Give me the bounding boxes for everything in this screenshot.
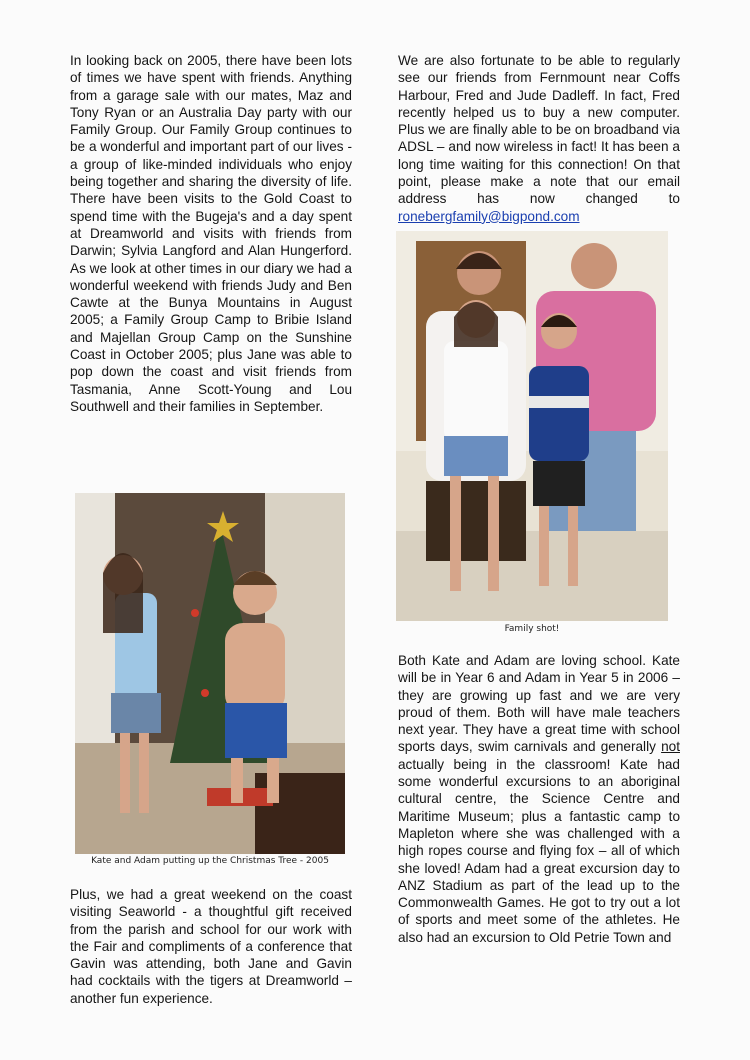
right-paragraph-1 [398, 52, 680, 225]
underlined-word: not [661, 739, 680, 755]
family-photo [396, 231, 668, 621]
family-photo-caption: Family shot! [504, 624, 560, 634]
left-paragraph-1: In looking back on 2005, there have been lots of times we have spent with friends. Anything from a garage sale with our mates, Maz and Tony Ryan or an Australia Day party with our Family Group. Our Family Group continues to be a wonderful and important part of our lives - a group of like-minded individuals who enjoy being together and sharing the diversity of life. There have been visits to the Gold Coast to spend time with the Bugeja's and a day spent at Dreamworld and visits with friends from Darwin; Sylvia Langford and Alan Hungerford. As we look at other times in our diary we had a wonderful weekend with friends Judy and Ben Cawte at the Bunya Mountains in August 2005; a Family Group Camp to Bribie Island and Majellan Group Camp on the Sunshine Coast in October 2005; plus Jane was able to pop down the coast and visit friends from Tasmania, Anne Scott-Young and Lou Southwell and their families in September. [70, 53, 352, 414]
left-paragraph-2: Plus, we had a great weekend on the coast visiting Seaworld - a thoughtful gift received from the parish and school for our work with the Fair and compliments of a conference that Gavin was attending, both Jane and Gavin had cocktails with the tigers at Dreamworld – another fun experience. [70, 887, 352, 1006]
right-paragraph-1-text: We are also fortunate to be able to regularly see our friends from Fernmount near Coffs Harbour, Fred and Jude Dadleff. In fact, Fred recently helped us to buy a new computer. Plus we are finally able to be on broadband via ADSL – and now wireless in fact! It has been a long time waiting for this connection! On that point, please make a note that our email address has now changed to [398, 53, 680, 207]
right-paragraph-2-end: actually being in the classroom! Kate had some wonderful excursions to an aboriginal cultural centre, the Science Centre and Maritime Museum; plus a fantastic camp to Mapleton where she was challenged with a high ropes course and flying fox – all of which she loved! Adam had a great excursion day to ANZ Stadium as part of the lead up to the Commonwealth Games. He got to try out a lot of sports and meet some of the athletes. He also had an excursion to Old Petrie Town and [398, 756, 680, 945]
email-link[interactable]: ronebergfamily@bigpond.com [398, 208, 580, 224]
christmas-photo-caption: Kate and Adam putting up the Christmas Tree - 2005 [91, 856, 329, 866]
christmas-tree-photo [75, 493, 345, 854]
right-paragraph-2-start: Both Kate and Adam are loving school. Kate will be in Year 6 and Adam in Year 5 in 2006 – they are growing up fast and we are very proud of them. Both will have male teachers next year. They have a great time with school sports days, swim carnivals and generally [398, 653, 680, 755]
right-paragraph-2 [398, 652, 680, 946]
